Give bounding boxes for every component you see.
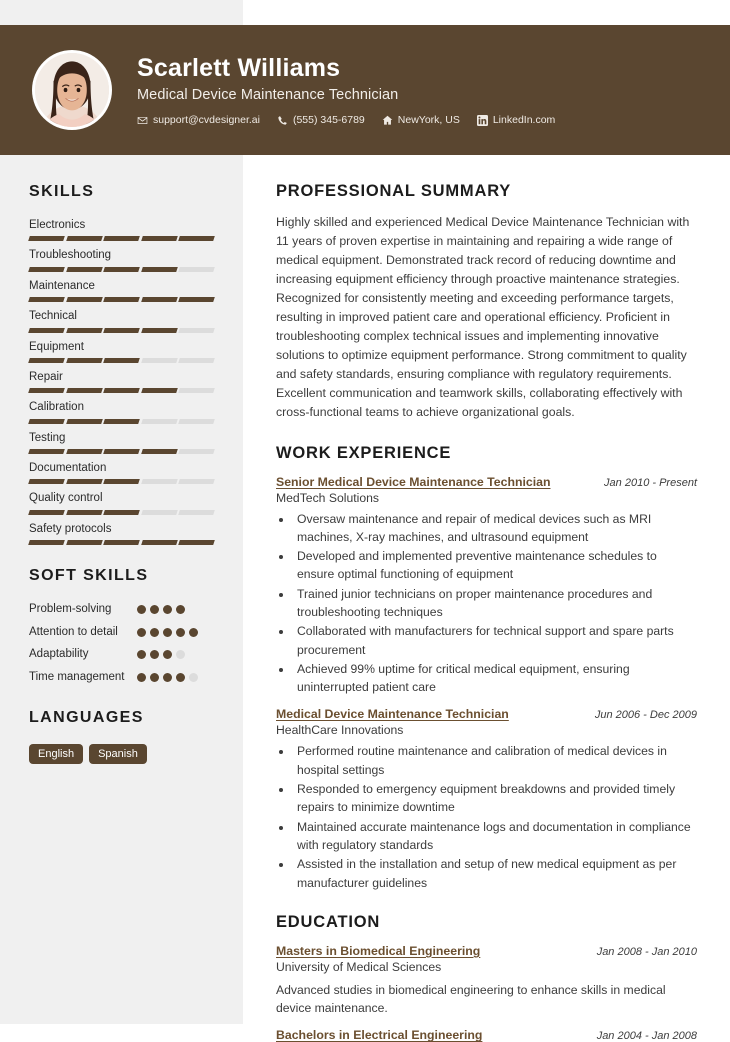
skill-bar [29,419,214,424]
skill-segment [66,540,102,545]
skill-segment [179,449,215,454]
experience-bullets [293,510,697,697]
skill-segment [103,419,139,424]
work-experience-section [276,444,697,892]
skill-segment [28,388,64,393]
rating-dot [163,628,172,637]
language-tag: English [29,744,83,764]
bullet-item: • Achieved 99% uptime for critical medical equipment, ensuring uninterrupted patient care [293,660,697,697]
skill-segment [66,236,102,241]
skill-segment [28,479,64,484]
skill-segment [103,297,139,302]
rating-dot [150,628,159,637]
skills-heading: SKILLS [29,183,95,200]
skill-item [29,309,214,332]
skill-segment [179,388,215,393]
contact-location[interactable] [382,114,460,126]
skill-label: Equipment [29,340,84,353]
rating-dots [137,670,209,682]
education-section [276,913,697,1042]
rating-dot [150,605,159,614]
rating-dot [176,673,185,682]
skill-label: Safety protocols [29,522,112,535]
skill-segment [141,479,177,484]
skill-bar [29,297,214,302]
envelope-icon [137,115,148,126]
rating-dot [137,650,146,659]
skill-segment [66,510,102,515]
soft-skill-label: Problem-solving [29,603,112,616]
rating-dot [150,673,159,682]
skill-bar [29,479,214,484]
skill-segment [179,267,215,272]
contact-linkedin[interactable] [477,114,555,126]
summary-heading: PROFESSIONAL SUMMARY [276,182,512,200]
contact-email-text: support@cvdesigner.ai [153,114,260,127]
skill-segment [28,449,64,454]
entry-head [276,944,697,958]
skill-bar [29,328,214,333]
bullet-item: • Trained junior technicians on proper maintenance procedures and troubleshooting techniques [293,585,697,622]
top-strip [0,0,243,25]
skills-list [29,218,214,545]
header-text [137,54,555,127]
soft-skill-item [29,625,214,641]
experience-heading: WORK EXPERIENCE [276,443,452,462]
skill-segment [141,328,177,333]
skill-segment [28,297,64,302]
soft-skills-heading: SOFT SKILLS [29,567,149,585]
soft-skill-item [29,670,214,686]
experience-date: Jun 2006 - Dec 2009 [594,709,697,722]
soft-skill-item [29,602,214,618]
skill-item [29,248,214,271]
bullet-item: • Maintained accurate maintenance logs and documentation in compliance with regulatory standards [293,818,697,855]
soft-skill-label: Adaptability [29,648,89,661]
experience-org: HealthCare Innovations [276,723,404,738]
skill-item [29,340,214,363]
rating-dot [163,673,172,682]
rating-dot [176,650,185,659]
bullet-item: • Responded to emergency equipment breakdowns and provided timely repairs to minimize downtime [293,780,697,817]
skill-segment [103,267,139,272]
bullet-item: • Performed routine maintenance and calibration of medical devices in hospital settings [293,742,697,779]
rating-dot [150,650,159,659]
education-title: Masters in Biomedical Engineering [276,943,481,958]
rating-dot [163,605,172,614]
rating-dots [137,602,209,614]
skill-segment [141,358,177,363]
skill-label: Quality control [29,492,103,505]
skill-bar [29,449,214,454]
skill-segment [103,510,139,515]
education-heading: EDUCATION [276,912,381,931]
skill-segment [66,328,102,333]
skill-item [29,279,214,302]
rating-dot [189,673,198,682]
skill-bar [29,540,214,545]
soft-skills-section [29,567,214,685]
skill-bar [29,510,214,515]
rating-dot [163,650,172,659]
skill-segment [28,419,64,424]
sidebar [0,155,243,1024]
rating-dots [137,647,209,659]
experience-org: MedTech Solutions [276,490,379,505]
candidate-name: Scarlett Williams [137,53,341,82]
skill-segment [66,297,102,302]
skill-segment [141,236,177,241]
education-date: Jan 2004 - Jan 2008 [596,1030,697,1042]
skill-segment [28,328,64,333]
skill-segment [103,479,139,484]
skill-bar [29,358,214,363]
skill-segment [179,236,215,241]
bullet-item: • Developed and implemented preventive maintenance schedules to ensure optimal functioning of equipment [293,547,697,584]
skill-bar [29,267,214,272]
skill-item [29,370,214,393]
education-entry [276,944,697,1018]
skill-label: Electronics [29,219,86,231]
skill-label: Technical [29,310,77,323]
experience-entry [276,475,697,697]
education-org: University of Medical Sciences [276,959,442,974]
contact-location-text: NewYork, US [397,114,460,127]
experience-title: Medical Device Maintenance Technician [276,707,509,722]
skill-segment [103,540,139,545]
contact-email[interactable] [137,114,260,126]
skill-segment [103,236,139,241]
skill-segment [141,267,177,272]
skill-segment [179,540,215,545]
skill-segment [28,358,64,363]
skill-label: Repair [29,370,63,383]
skill-segment [141,419,177,424]
contact-phone[interactable] [277,114,365,126]
candidate-job-title: Medical Device Maintenance Technician [137,87,399,104]
skill-item [29,461,214,484]
skill-segment [141,540,177,545]
skill-segment [179,510,215,515]
languages-heading: LANGUAGES [29,709,144,727]
skill-segment [66,449,102,454]
avatar-photo [35,53,109,127]
education-desc: Advanced studies in biomedical engineering to enhance skills in medical device maintenance. [276,982,666,1016]
skill-segment [66,419,102,424]
skill-segment [28,510,64,515]
skill-segment [179,297,215,302]
soft-skill-label: Time management [29,670,125,683]
rating-dot [137,605,146,614]
entry-head [276,475,697,489]
rating-dot [189,628,198,637]
skill-item [29,431,214,454]
rating-dot [137,673,146,682]
rating-dot [176,628,185,637]
phone-icon [277,115,288,126]
linkedin-icon [477,115,488,126]
education-title: Bachelors in Electrical Engineering [276,1028,483,1042]
professional-summary-section [276,182,697,423]
skill-item [29,522,214,545]
skill-label: Testing [29,431,66,444]
skill-label: Documentation [29,462,107,474]
entry-head [276,1028,697,1042]
language-tags [29,744,214,764]
soft-skill-item [29,647,214,663]
experience-date: Jan 2010 - Present [604,476,697,489]
skill-segment [103,449,139,454]
main-content [243,155,730,1042]
skill-segment [103,328,139,333]
skill-segment [28,540,64,545]
contact-list [137,114,555,126]
experience-entry [276,707,697,891]
skill-segment [141,510,177,515]
skill-segment [103,358,139,363]
rating-dot [137,628,146,637]
rating-dots [137,625,209,637]
skill-label: Troubleshooting [29,249,112,262]
avatar [32,50,112,130]
skill-segment [179,479,215,484]
skill-segment [141,297,177,302]
summary-text: Highly skilled and experienced Medical Device Maintenance Technician with 11 years of proven expertise in maintaining and repairing a wide range of medical equipment. Demonstrated track record of reducing downtime and increasing equipment efficiency through proactive maintenance strategies. Recognized for consistently meeting and exceeding performance targets, resulting in improved patient care and operational efficiency. Proficient in troubleshooting complex technical issues and implementing innovative solutions to optimize equipment performance. Strong commitment to quality and safety standards, ensuring compliance with regulatory requirements. Excellent communication and teamwork skills, collaborating effectively with cross-functional teams to achieve organizational goals. [276,215,690,420]
education-date: Jan 2008 - Jan 2010 [596,945,697,958]
contact-phone-text: (555) 345-6789 [292,114,365,127]
skill-segment [103,388,139,393]
languages-section [29,709,214,764]
bullet-item: • Assisted in the installation and setup of new medical equipment as per manufacturer guidelines [293,855,697,892]
education-entry [276,1028,697,1042]
resume-body [0,155,730,1042]
skill-segment [179,328,215,333]
skill-label: Calibration [29,401,84,414]
skill-segment [179,419,215,424]
skill-segment [141,449,177,454]
entry-head [276,707,697,721]
experience-title: Senior Medical Device Maintenance Technician [276,474,551,489]
skill-segment [179,358,215,363]
skill-segment [28,267,64,272]
skill-item [29,218,214,241]
rating-dot [176,605,185,614]
skill-segment [28,236,64,241]
skill-segment [141,388,177,393]
skill-segment [66,358,102,363]
skill-item [29,400,214,423]
skill-bar [29,388,214,393]
skill-item [29,491,214,514]
skill-bar [29,236,214,241]
skill-segment [66,267,102,272]
skill-segment [66,479,102,484]
soft-skill-label: Attention to detail [29,625,118,638]
resume-header [0,25,730,155]
bullet-item: • Collaborated with manufacturers for technical support and spare parts procurement [293,622,697,659]
contact-linkedin-text: LinkedIn.com [492,114,556,127]
home-icon [382,115,393,126]
bullet-item: • Oversaw maintenance and repair of medical devices such as MRI machines, X-ray machines, and ultrasound equipment [293,510,697,547]
skill-label: Maintenance [29,279,95,292]
skill-segment [66,388,102,393]
experience-bullets [293,742,697,891]
language-tag: Spanish [89,744,147,764]
